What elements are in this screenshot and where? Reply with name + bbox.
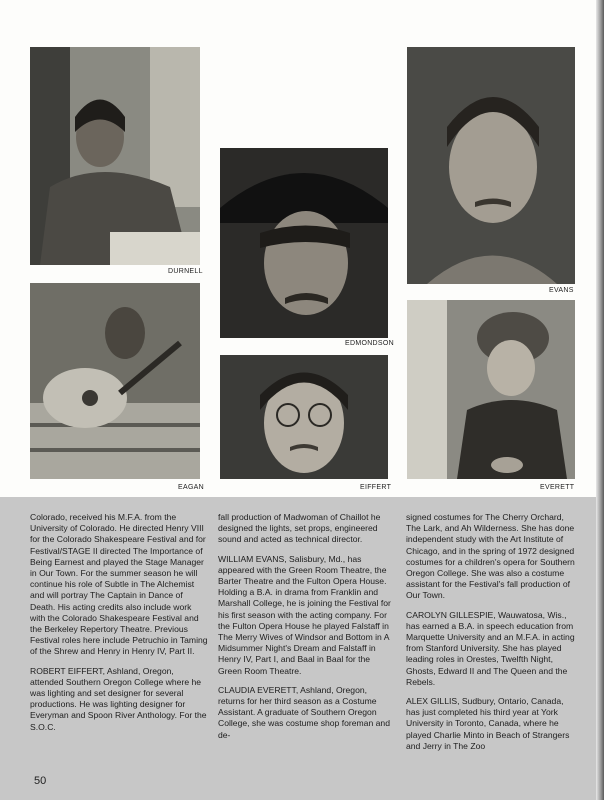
col2-paragraph-2: WILLIAM EVANS, Salisbury, Md., has appeared with the Green Room Theatre, the Barter Theatre and the Fulton Opera House. Holding a B.A. in drama from Franklin and Marshall College, he is joining the Festival for his first season with the acting company. For the Fulton Opera House he played Falstaff in The Merry Wives of Windsor and Bottom in A Midsummer Night's Dream and Falstaff in Henry IV, Part I, and Baal in Baal for the Green Room Theatre.	[218, 553, 391, 676]
page-number: 50	[34, 775, 47, 787]
page-binding-edge	[596, 0, 604, 800]
col3-paragraph-1: signed costumes for The Cherry Orchard, The Lark, and Ah Wilderness. She has done independent study with the Art Institute of Chicago, and in the spring of 1972 designed costumes for a children's opera for Southern Oregon College. She was also a costume assistant for the Festival's fall production of Our Town.	[406, 512, 575, 601]
caption-edmondson: EDMONDSON	[345, 340, 394, 347]
text-column-3	[406, 512, 578, 760]
photo-everett	[407, 300, 575, 479]
caption-durnell: DURNELL	[168, 268, 203, 275]
caption-everett: EVERETT	[540, 484, 575, 491]
photo-edmondson	[220, 148, 388, 338]
caption-eagan: EAGAN	[178, 484, 205, 491]
col1-paragraph-2: ROBERT EIFFERT, Ashland, Oregon, attended Southern Oregon College where he was lighting and set designer for several productions. He was lighting designer for Everyman and Spoon River Anthology. For the S.O.C.	[30, 665, 207, 732]
photo-evans	[407, 47, 575, 284]
col2-paragraph-3: CLAUDIA EVERETT, Ashland, Oregon, returns for her third season as a Costume Assistant. A graduate of Southern Oregon College, she was costume shop foreman and de-	[218, 684, 390, 740]
photo-durnell	[30, 47, 200, 265]
col1-paragraph-1: Colorado, received his M.F.A. from the University of Colorado. He directed Henry VIII for the Colorado Shakespeare Festival and for Festival/STAGE II directed The Importance of Being Earnest and played the Stage Manager in Our Town. For the summer season he will continue his role of Subtle in The Alchemist and will portray The Captain in Dance of Death. His acting credits also include work with the Colorado Shakespeare Festival and the Berkeley Repertory Theatre. Previous Festival roles here include Petruchio in Taming of the Shrew and Henry in Henry IV, Part II.	[30, 512, 208, 657]
col3-paragraph-2: CAROLYN GILLESPIE, Wauwatosa, Wis., has earned a B.A. in speech education from Marquette University and an M.F.A. in acting from Stanford University. She has played leading roles in Orestes, Twelfth Night, Ghosts, Edward II and The Queen and the Rebels.	[406, 609, 575, 687]
col2-paragraph-1: fall production of Madwoman of Chaillot he designed the lights, set props, engineered sound and acted as technical director.	[218, 512, 381, 545]
caption-evans: EVANS	[549, 287, 574, 294]
photo-eagan	[30, 283, 200, 479]
caption-eiffert: EIFFERT	[360, 484, 392, 491]
col3-paragraph-3: ALEX GILLIS, Sudbury, Ontario, Canada, has just completed his third year at York University in Toronto, Canada, where he played Charlie Minto in Beach of Strangers and Jerry in The Zoo	[406, 696, 570, 751]
text-column-1	[30, 512, 208, 741]
photo-eiffert	[220, 355, 388, 479]
text-column-2	[218, 512, 396, 749]
